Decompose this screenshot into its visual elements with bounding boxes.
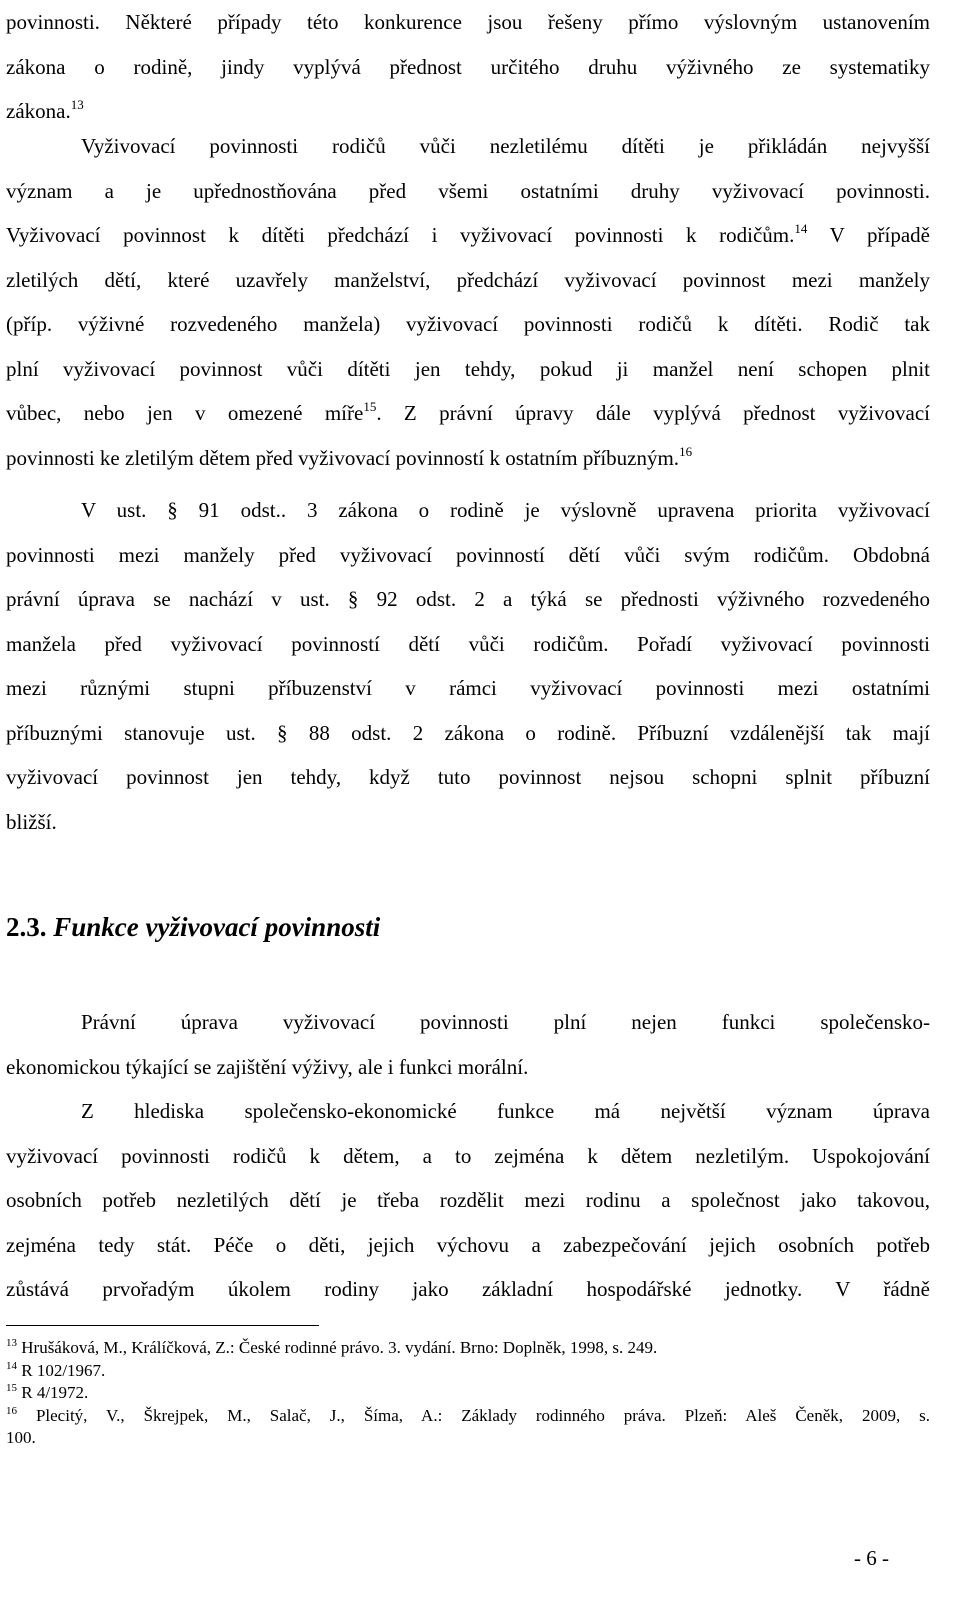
footnote-ref-13[interactable]: 13: [70, 97, 84, 112]
paragraph-1-last-line: zákona.: [6, 99, 71, 123]
paragraph-3-line-6: příbuznými stanovuje ust. § 88 odst. 2 zákona o rodině. Příbuzní vzdálenější tak mají: [6, 720, 930, 745]
paragraph-3-line-7: vyživovací povinnost jen tehdy, když tuto povinnost nejsou schopni splnit příbuzní: [6, 765, 930, 789]
paragraph-5-line-3: osobních potřeb nezletilých dětí je třeba rozdělit mezi rodinu a společnost jako takovou,: [6, 1188, 930, 1212]
section-heading: [6, 912, 380, 943]
footnote-14: $^{14}$ R 102/1967.: [6, 1359, 106, 1380]
footnote-16: $^{16}$ Plecitý, V., Škrejpek, M., Salač, J., Šíma, A.: Základy rodinného práva. Plzeň: Aleš Čeněk, 2009, s.: [6, 1404, 930, 1425]
paragraph-2-line-6: plní vyživovací povinnost vůči dítěti jen tehdy, pokud ji manžel není schopen plnit: [6, 356, 930, 381]
paragraph-1: [6, 0, 930, 134]
paragraph-1-line-1: povinnosti. Některé případy této konkurence jsou řešeny přímo výslovným ustanovením: [6, 10, 930, 34]
paragraph-4: [6, 1000, 930, 1089]
footnote-15: $^{15}$ R 4/1972.: [6, 1382, 89, 1402]
footnote-separator: [6, 1325, 319, 1326]
paragraph-2-line-4: zletilých dětí, které uzavřely manželství, předchází vyživovací povinnost mezi manžely: [6, 267, 930, 292]
paragraph-3-line-4: manžela před vyživovací povinností dětí vůči rodičům. Pořadí vyživovací povinnosti: [6, 631, 930, 656]
paragraph-4-line-2: ekonomickou týkající se zajištění výživy, ale i funkci morální.: [6, 1054, 529, 1079]
paragraph-3: [6, 488, 930, 844]
footnote-13: $^{13}$ Hrušáková, M., Králíčková, Z.: České rodinné právo. 3. vydání. Brno: Doplněk, 1998, s. 249.: [6, 1337, 658, 1357]
paragraph-1-line-2: zákona o rodině, jindy vyplývá přednost určitého druhu výživného ze systematiky: [6, 54, 930, 79]
paragraph-2-line-7a: vůbec, nebo jen v omezené míře: [6, 401, 364, 425]
footnote-ref-16[interactable]: 16: [679, 443, 693, 459]
paragraph-5-line-1: Z hlediska společensko-ekonomické funkce má největší význam úprava: [81, 1099, 930, 1123]
paragraph-3-line-2: povinnosti mezi manžely před vyživovací povinností dětí vůči svým rodičům. Obdobná: [6, 542, 930, 567]
paragraph-2-line-1: Vyživovací povinnosti rodičů vůči nezletilému dítěti je přikládán nejvyšší: [81, 134, 930, 158]
footnote-ref-15[interactable]: 15: [363, 399, 377, 414]
paragraph-2-line-3a: Vyživovací povinnost k dítěti předchází i vyživovací povinnosti k rodičům.: [6, 223, 795, 247]
footnotes: [6, 1337, 930, 1450]
paragraph-2-line-5: (příp. výživné rozvedeného manžela) vyživovací povinnosti rodičů k dítěti. Rodič tak: [6, 312, 930, 336]
paragraph-2-line-8: povinnosti ke zletilým dětem před vyživovací povinností k ostatním příbuzným.: [6, 445, 680, 470]
paragraph-3-last-line: bližší.: [6, 809, 57, 834]
paragraph-2-line-7b: . Z právní úpravy dále vyplývá přednost vyživovací: [376, 401, 931, 425]
paragraph-3-line-1: V ust. § 91 odst.. 3 zákona o rodině je výslovně upravena priorita vyživovací: [81, 498, 930, 522]
paragraph-5-line-4: zejména tedy stát. Péče o děti, jejich výchovu a zabezpečování jejich osobních potřeb: [6, 1232, 930, 1257]
footnote-ref-14[interactable]: 14: [794, 221, 808, 236]
footnote-16-continuation: 100.: [6, 1428, 36, 1447]
page-number: - 6 -: [854, 1546, 889, 1570]
paragraph-5-line-2: vyživovací povinnosti rodičů k dětem, a to zejména k dětem nezletilým. Uspokojování: [6, 1143, 930, 1168]
paragraph-4-line-1: Právní úprava vyživovací povinnosti plní nejen funkci společensko-: [81, 1010, 930, 1034]
section-number: 2.3.: [6, 912, 47, 942]
section-title: Funkce vyživovací povinnosti: [53, 912, 381, 942]
paragraph-5: [6, 1089, 930, 1312]
paragraph-2: [6, 124, 930, 480]
paragraph-3-line-5: mezi různými stupni příbuzenství v rámci vyživovací povinnosti mezi ostatními: [6, 676, 930, 700]
paragraph-2-line-3b: V případě: [807, 223, 930, 247]
paragraph-2-line-2: význam a je upřednostňována před všemi ostatními druhy vyživovací povinnosti.: [6, 178, 930, 203]
paragraph-5-line-5: zůstává prvořadým úkolem rodiny jako základní hospodářské jednotky. V řádně: [6, 1277, 930, 1301]
paragraph-3-line-3: právní úprava se nachází v ust. § 92 odst. 2 a týká se přednosti výživného rozvedeného: [6, 587, 930, 611]
